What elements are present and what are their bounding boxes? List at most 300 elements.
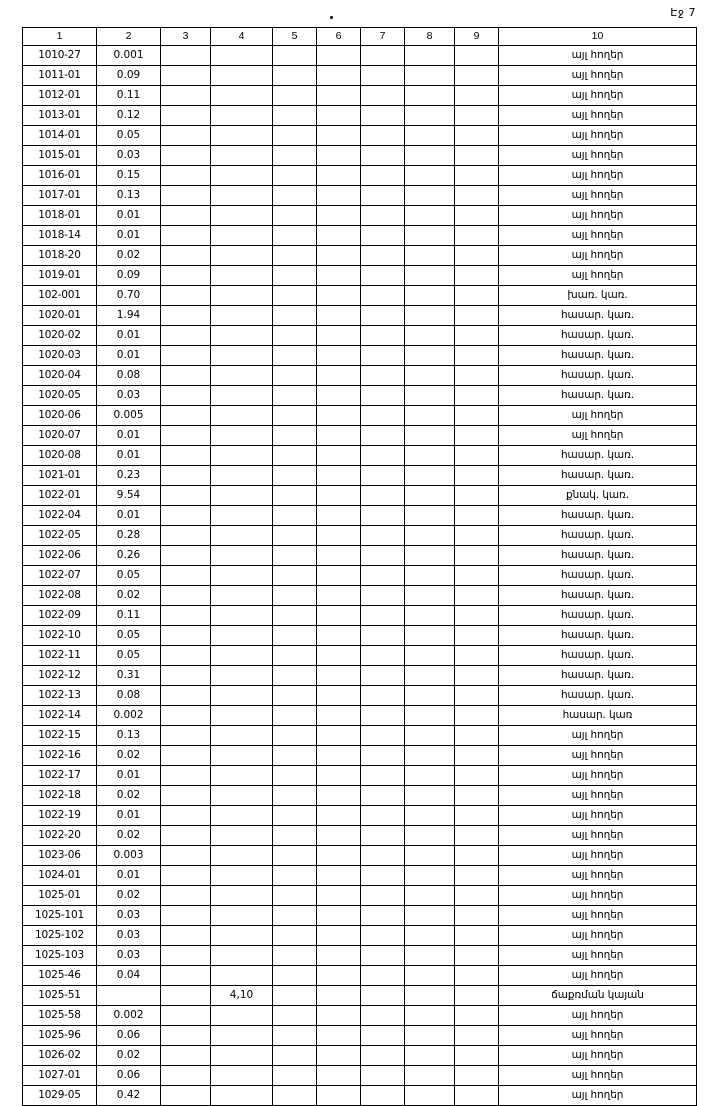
cell-col4 (211, 246, 273, 266)
cell-note: այլ հողեր (499, 146, 697, 166)
cell-col5 (273, 106, 317, 126)
cell-code: 1013-01 (23, 106, 97, 126)
cell-col6 (317, 306, 361, 326)
cell-col5 (273, 326, 317, 346)
cell-code: 1019-01 (23, 266, 97, 286)
cell-col2: 0.02 (97, 886, 161, 906)
cell-note: հասար. կառ. (499, 446, 697, 466)
cell-code: 1020-05 (23, 386, 97, 406)
cell-col3 (161, 986, 211, 1006)
cell-code: 1022-10 (23, 626, 97, 646)
cell-col2: 1.94 (97, 306, 161, 326)
cell-col4 (211, 146, 273, 166)
cell-col8 (405, 206, 455, 226)
cell-col4 (211, 586, 273, 606)
cell-col5 (273, 646, 317, 666)
cell-col9 (455, 746, 499, 766)
cell-code: 1017-01 (23, 186, 97, 206)
cell-col6 (317, 126, 361, 146)
cell-col8 (405, 866, 455, 886)
column-header-5: 5 (273, 28, 317, 46)
cell-col3 (161, 446, 211, 466)
cell-col6 (317, 146, 361, 166)
cell-note: հասար. կառ. (499, 606, 697, 626)
cell-col4 (211, 1066, 273, 1086)
cell-col7 (361, 666, 405, 686)
cell-col6 (317, 706, 361, 726)
cell-col6 (317, 946, 361, 966)
cell-code: 1022-05 (23, 526, 97, 546)
cell-col2: 0.02 (97, 246, 161, 266)
table-row (23, 946, 697, 966)
cell-col7 (361, 46, 405, 66)
cell-note: այլ հողեր (499, 1066, 697, 1086)
cell-col4 (211, 366, 273, 386)
table-row (23, 926, 697, 946)
cell-col3 (161, 806, 211, 826)
cell-col9 (455, 1066, 499, 1086)
cell-col9 (455, 686, 499, 706)
cell-code: 1022-07 (23, 566, 97, 586)
cell-col7 (361, 586, 405, 606)
cell-code: 1020-02 (23, 326, 97, 346)
table-row (23, 226, 697, 246)
cell-code: 1022-14 (23, 706, 97, 726)
cell-col8 (405, 806, 455, 826)
cell-col2: 9.54 (97, 486, 161, 506)
column-header-3: 3 (161, 28, 211, 46)
cell-col7 (361, 366, 405, 386)
cell-col7 (361, 686, 405, 706)
cell-note: այլ հողեր (499, 1046, 697, 1066)
cell-code: 1014-01 (23, 126, 97, 146)
cell-code: 1010-27 (23, 46, 97, 66)
cell-col2: 0.02 (97, 746, 161, 766)
cell-col2: 0.05 (97, 126, 161, 146)
cell-col3 (161, 866, 211, 886)
cell-col7 (361, 906, 405, 926)
cell-code: 1022-04 (23, 506, 97, 526)
cell-note: հասար. կառ. (499, 386, 697, 406)
cell-col5 (273, 926, 317, 946)
cell-col5 (273, 786, 317, 806)
table-row (23, 986, 697, 1006)
cell-col8 (405, 626, 455, 646)
cell-note: այլ հողեր (499, 86, 697, 106)
cell-col7 (361, 166, 405, 186)
column-header-2: 2 (97, 28, 161, 46)
cell-col4 (211, 1086, 273, 1106)
cell-col5 (273, 246, 317, 266)
cell-col9 (455, 1006, 499, 1026)
cell-col4 (211, 766, 273, 786)
table-row (23, 426, 697, 446)
cell-code: 1022-08 (23, 586, 97, 606)
cell-col2: 0.13 (97, 726, 161, 746)
cell-note: այլ հողեր (499, 1026, 697, 1046)
cell-code: 1022-09 (23, 606, 97, 626)
cell-col8 (405, 386, 455, 406)
cell-code: 1022-17 (23, 766, 97, 786)
cell-col3 (161, 126, 211, 146)
cell-col6 (317, 1066, 361, 1086)
cell-col3 (161, 306, 211, 326)
cell-col7 (361, 1086, 405, 1106)
cell-col3 (161, 486, 211, 506)
cell-col8 (405, 726, 455, 746)
cell-col7 (361, 306, 405, 326)
cell-col3 (161, 1086, 211, 1106)
cell-col9 (455, 966, 499, 986)
cell-col3 (161, 346, 211, 366)
cell-col8 (405, 826, 455, 846)
cell-col8 (405, 266, 455, 286)
table-row (23, 166, 697, 186)
cell-col6 (317, 1006, 361, 1026)
table-row (23, 326, 697, 346)
cell-col5 (273, 126, 317, 146)
land-registry-table (22, 27, 697, 1106)
cell-col2: 0.002 (97, 706, 161, 726)
cell-col9 (455, 1046, 499, 1066)
cell-col5 (273, 906, 317, 926)
cell-code: 1025-51 (23, 986, 97, 1006)
cell-col4 (211, 126, 273, 146)
cell-note: խառ. կառ. (499, 286, 697, 306)
cell-note: այլ հողեր (499, 166, 697, 186)
cell-col7 (361, 546, 405, 566)
cell-col2: 0.09 (97, 266, 161, 286)
cell-col8 (405, 906, 455, 926)
cell-col4 (211, 306, 273, 326)
cell-col3 (161, 946, 211, 966)
cell-col8 (405, 1066, 455, 1086)
cell-col9 (455, 726, 499, 746)
cell-col5 (273, 846, 317, 866)
cell-col3 (161, 86, 211, 106)
cell-col6 (317, 786, 361, 806)
cell-col8 (405, 326, 455, 346)
cell-col3 (161, 746, 211, 766)
cell-col5 (273, 666, 317, 686)
cell-code: 1029-05 (23, 1086, 97, 1106)
column-header-9: 9 (455, 28, 499, 46)
cell-col7 (361, 406, 405, 426)
cell-col2: 0.01 (97, 506, 161, 526)
cell-col4 (211, 406, 273, 426)
cell-col3 (161, 146, 211, 166)
cell-col7 (361, 426, 405, 446)
cell-col7 (361, 146, 405, 166)
cell-note: քնակ. կառ. (499, 486, 697, 506)
column-header-10: 10 (499, 28, 697, 46)
cell-col5 (273, 546, 317, 566)
cell-col7 (361, 286, 405, 306)
cell-col2: 0.03 (97, 146, 161, 166)
cell-col7 (361, 206, 405, 226)
table-row (23, 586, 697, 606)
cell-col8 (405, 926, 455, 946)
table-row (23, 106, 697, 126)
cell-col7 (361, 266, 405, 286)
cell-col4 (211, 486, 273, 506)
cell-code: 1018-01 (23, 206, 97, 226)
cell-col3 (161, 706, 211, 726)
cell-col9 (455, 106, 499, 126)
cell-note: հասար. կառ. (499, 686, 697, 706)
cell-col5 (273, 686, 317, 706)
cell-code: 1022-06 (23, 546, 97, 566)
table-row (23, 766, 697, 786)
cell-col3 (161, 646, 211, 666)
cell-note: հասար. կառ. (499, 586, 697, 606)
table-row (23, 506, 697, 526)
cell-col4 (211, 506, 273, 526)
cell-col6 (317, 466, 361, 486)
cell-col5 (273, 86, 317, 106)
cell-col2: 0.01 (97, 766, 161, 786)
cell-col5 (273, 206, 317, 226)
cell-col9 (455, 546, 499, 566)
table-row (23, 466, 697, 486)
cell-col6 (317, 906, 361, 926)
cell-code: 1025-96 (23, 1026, 97, 1046)
cell-col3 (161, 246, 211, 266)
cell-note: այլ հողեր (499, 206, 697, 226)
cell-col8 (405, 146, 455, 166)
cell-col2: 0.01 (97, 866, 161, 886)
cell-col2: 0.005 (97, 406, 161, 426)
cell-col9 (455, 426, 499, 446)
cell-col9 (455, 586, 499, 606)
cell-code: 1025-46 (23, 966, 97, 986)
cell-col8 (405, 1086, 455, 1106)
table-row (23, 266, 697, 286)
cell-col7 (361, 446, 405, 466)
cell-col3 (161, 686, 211, 706)
cell-col2: 0.28 (97, 526, 161, 546)
cell-col5 (273, 146, 317, 166)
cell-col3 (161, 366, 211, 386)
cell-col3 (161, 966, 211, 986)
cell-note: հասար. կառ (499, 706, 697, 726)
cell-code: 1025-58 (23, 1006, 97, 1026)
table-row (23, 786, 697, 806)
cell-col6 (317, 486, 361, 506)
cell-col6 (317, 726, 361, 746)
cell-col2: 0.001 (97, 46, 161, 66)
cell-code: 1025-102 (23, 926, 97, 946)
cell-col3 (161, 286, 211, 306)
cell-col5 (273, 346, 317, 366)
cell-col2: 0.01 (97, 326, 161, 346)
cell-col5 (273, 366, 317, 386)
cell-col4 (211, 566, 273, 586)
cell-col6 (317, 766, 361, 786)
cell-col5 (273, 46, 317, 66)
cell-note: այլ հողեր (499, 426, 697, 446)
cell-col7 (361, 226, 405, 246)
cell-note: այլ հողեր (499, 126, 697, 146)
cell-code: 1021-01 (23, 466, 97, 486)
table-row (23, 346, 697, 366)
table-row (23, 386, 697, 406)
cell-col6 (317, 566, 361, 586)
cell-col4 (211, 726, 273, 746)
cell-col6 (317, 686, 361, 706)
cell-col8 (405, 66, 455, 86)
cell-col4 (211, 46, 273, 66)
cell-col4 (211, 706, 273, 726)
cell-col7 (361, 246, 405, 266)
cell-col4 (211, 66, 273, 86)
cell-note: հասար. կառ. (499, 466, 697, 486)
cell-col3 (161, 846, 211, 866)
cell-code: 1022-20 (23, 826, 97, 846)
cell-col4 (211, 926, 273, 946)
cell-col4 (211, 946, 273, 966)
table-row (23, 566, 697, 586)
cell-col6 (317, 326, 361, 346)
cell-col4 (211, 906, 273, 926)
cell-col7 (361, 706, 405, 726)
cell-col4 (211, 526, 273, 546)
column-header-4: 4 (211, 28, 273, 46)
cell-col9 (455, 886, 499, 906)
cell-col2: 0.31 (97, 666, 161, 686)
cell-col8 (405, 426, 455, 446)
cell-col7 (361, 386, 405, 406)
cell-col8 (405, 286, 455, 306)
cell-note: հասար. կառ. (499, 626, 697, 646)
cell-col2: 0.09 (97, 66, 161, 86)
cell-col4 (211, 1046, 273, 1066)
cell-note: հասար. կառ. (499, 526, 697, 546)
cell-col8 (405, 46, 455, 66)
table-row (23, 966, 697, 986)
cell-col8 (405, 526, 455, 546)
cell-col5 (273, 526, 317, 546)
cell-col9 (455, 306, 499, 326)
table-row (23, 646, 697, 666)
cell-col8 (405, 446, 455, 466)
cell-col7 (361, 826, 405, 846)
cell-col3 (161, 1006, 211, 1026)
cell-note: այլ հողեր (499, 266, 697, 286)
cell-col3 (161, 386, 211, 406)
cell-col4 (211, 666, 273, 686)
table-row (23, 126, 697, 146)
cell-col4 (211, 226, 273, 246)
cell-note: հասար. կառ. (499, 646, 697, 666)
cell-col4 (211, 1006, 273, 1026)
cell-col4 (211, 266, 273, 286)
cell-col2: 0.01 (97, 226, 161, 246)
cell-col4 (211, 386, 273, 406)
cell-code: 1022-18 (23, 786, 97, 806)
cell-col8 (405, 1046, 455, 1066)
cell-col9 (455, 646, 499, 666)
cell-col3 (161, 626, 211, 646)
cell-col6 (317, 286, 361, 306)
table-row (23, 706, 697, 726)
cell-col8 (405, 1006, 455, 1026)
cell-note: հասար. կառ. (499, 366, 697, 386)
cell-col7 (361, 786, 405, 806)
cell-col2: 0.13 (97, 186, 161, 206)
cell-col3 (161, 106, 211, 126)
cell-col4 (211, 966, 273, 986)
cell-col7 (361, 926, 405, 946)
cell-col5 (273, 66, 317, 86)
cell-col6 (317, 186, 361, 206)
cell-note: այլ հողեր (499, 826, 697, 846)
cell-col6 (317, 606, 361, 626)
cell-col7 (361, 566, 405, 586)
cell-code: 1020-01 (23, 306, 97, 326)
cell-col3 (161, 186, 211, 206)
cell-col4 (211, 626, 273, 646)
table-row (23, 666, 697, 686)
cell-note: այլ հողեր (499, 886, 697, 906)
cell-col6 (317, 646, 361, 666)
cell-col7 (361, 626, 405, 646)
cell-col2: 0.70 (97, 286, 161, 306)
cell-col9 (455, 46, 499, 66)
cell-col2: 0.08 (97, 686, 161, 706)
cell-code: 1025-103 (23, 946, 97, 966)
cell-col3 (161, 906, 211, 926)
cell-col2: 0.002 (97, 1006, 161, 1026)
cell-code: 1012-01 (23, 86, 97, 106)
cell-col3 (161, 786, 211, 806)
cell-col4 (211, 806, 273, 826)
table-row (23, 746, 697, 766)
cell-col9 (455, 166, 499, 186)
cell-col7 (361, 846, 405, 866)
cell-note: այլ հողեր (499, 966, 697, 986)
cell-col5 (273, 166, 317, 186)
cell-note: հասար. կառ. (499, 346, 697, 366)
cell-col3 (161, 586, 211, 606)
cell-note: այլ հողեր (499, 786, 697, 806)
cell-code: 1022-11 (23, 646, 97, 666)
cell-col2: 0.01 (97, 426, 161, 446)
cell-code: 1015-01 (23, 146, 97, 166)
cell-col5 (273, 406, 317, 426)
cell-col4 (211, 606, 273, 626)
cell-col9 (455, 846, 499, 866)
cell-col9 (455, 826, 499, 846)
cell-col5 (273, 1086, 317, 1106)
cell-col7 (361, 66, 405, 86)
cell-col2: 0.23 (97, 466, 161, 486)
cell-col4 (211, 206, 273, 226)
table-row (23, 66, 697, 86)
cell-note: այլ հողեր (499, 946, 697, 966)
cell-col6 (317, 266, 361, 286)
cell-col8 (405, 646, 455, 666)
cell-code: 1020-08 (23, 446, 97, 466)
cell-col3 (161, 606, 211, 626)
cell-col6 (317, 846, 361, 866)
cell-col2: 0.08 (97, 366, 161, 386)
cell-col6 (317, 346, 361, 366)
cell-col6 (317, 426, 361, 446)
cell-col9 (455, 506, 499, 526)
cell-col5 (273, 746, 317, 766)
cell-col6 (317, 926, 361, 946)
